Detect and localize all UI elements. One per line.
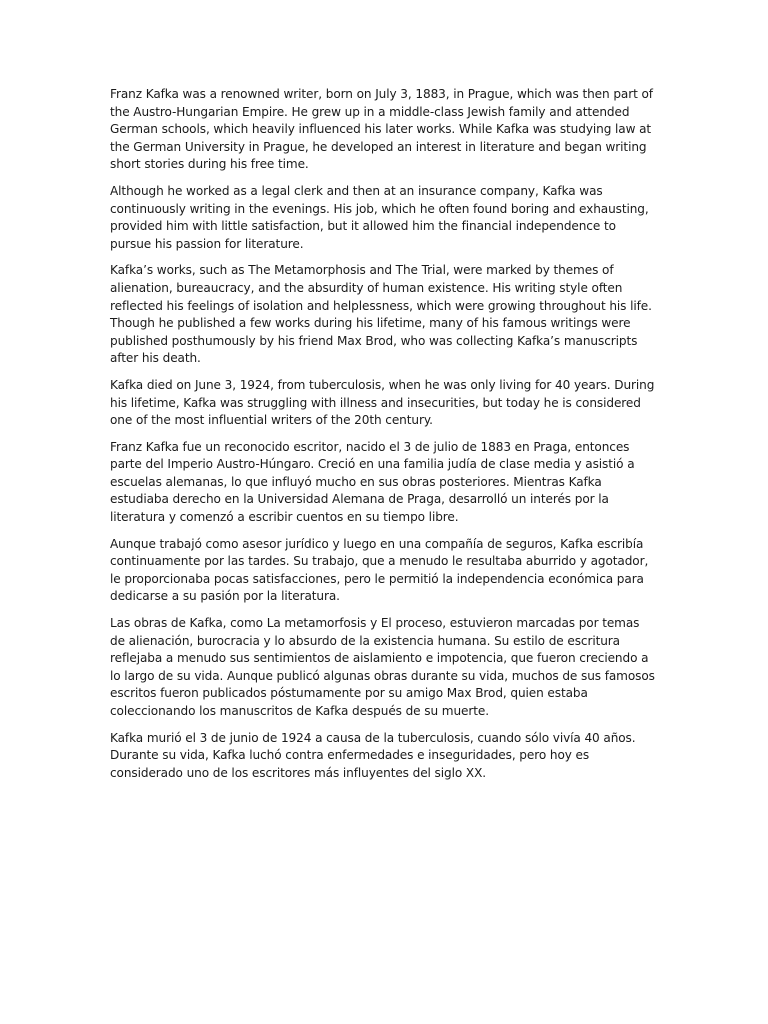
paragraph-es-1: Franz Kafka fue un reconocido escritor, nacido el 3 de julio de 1883 en Praga, entonces parte del Imperio Austro-Húngaro. Creció en una familia judía de clase media y asistió a escuelas alemanas, lo que influyó mucho en sus obras posteriores. Mientras Kafka estudiaba derecho en la Universidad Alemana de Praga, desarrolló un interés por la literatura y comenzó a escribir cuentos en su tiempo libre. bbox=[110, 439, 635, 525]
paragraph-es-2: Aunque trabajó como asesor jurídico y luego en una compañía de seguros, Kafka escribía continuamente por las tardes. Su trabajo, que a menudo le resultaba aburrido y agotador, le proporcionaba pocas satisfacciones, pero le permitió la independencia económica para dedicarse a su pasión por la literatura. bbox=[110, 536, 649, 604]
paragraph-es-4: Kafka murió el 3 de junio de 1924 a causa de la tuberculosis, cuando sólo vivía 40 años. Durante su vida, Kafka luchó contra enfermedades e inseguridades, pero hoy es considerado uno de los escritores más influyentes del siglo XX. bbox=[110, 730, 636, 780]
paragraph-en-3: Kafka’s works, such as The Metamorphosis and The Trial, were marked by themes of alienation, bureaucracy, and the absurdity of human existence. His writing style often reflected his feelings of isolation and helplessness, which were growing throughout his life. Though he published a few works during his lifetime, many of his famous writings were published posthumously by his friend Max Brod, who was collecting Kafka’s manuscripts after his death. bbox=[110, 263, 652, 366]
document-body bbox=[110, 86, 658, 791]
paragraph-en-2: Although he worked as a legal clerk and then at an insurance company, Kafka was continuously writing in the evenings. His job, which he often found boring and exhausting, provided him with little satisfaction, but it allowed him the financial independence to pursue his passion for literature. bbox=[110, 183, 649, 251]
paragraph-es-3: Las obras de Kafka, como La metamorfosis y El proceso, estuvieron marcadas por temas de alienación, burocracia y lo absurdo de la existencia humana. Su estilo de escritura reflejaba a menudo sus sentimientos de aislamiento e impotencia, que fueron creciendo a lo largo de su vida. Aunque publicó algunas obras durante su vida, muchos de sus famosos escritos fueron publicados póstumamente por su amigo Max Brod, quien estaba coleccionando los manuscritos de Kafka después de su muerte. bbox=[110, 616, 655, 718]
paragraph-en-1: Franz Kafka was a renowned writer, born on July 3, 1883, in Prague, which was then part of the Austro-Hungarian Empire. He grew up in a middle-class Jewish family and attended German schools, which heavily influenced his later works. While Kafka was studying law at the German University in Prague, he developed an interest in literature and began writing short stories during his free time. bbox=[110, 87, 653, 172]
paragraph-en-4: Kafka died on June 3, 1924, from tuberculosis, when he was only living for 40 years. During his lifetime, Kafka was struggling with illness and insecurities, but today he is considered one of the most influential writers of the 20th century. bbox=[110, 377, 655, 428]
